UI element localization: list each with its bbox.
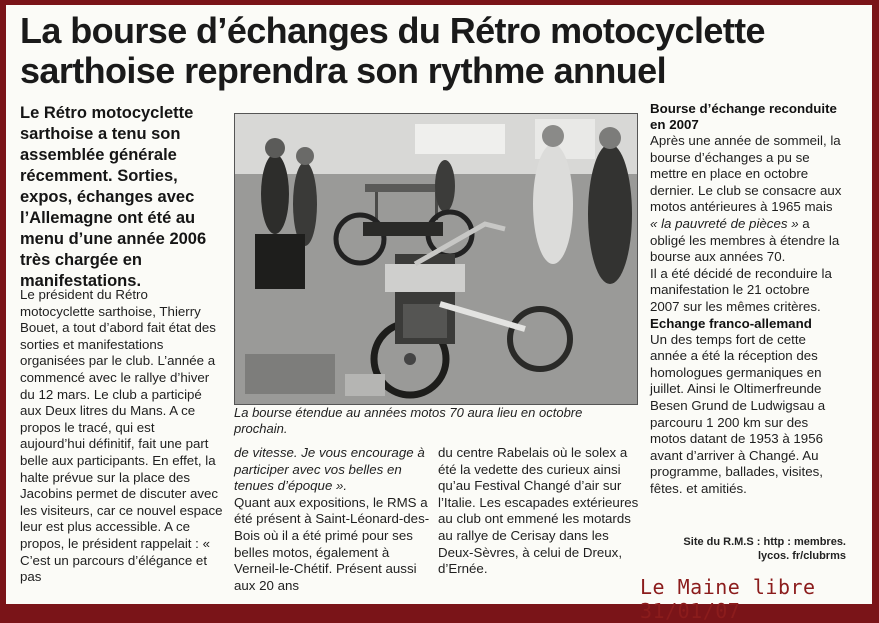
section-title-echange: Echange franco-allemand xyxy=(650,315,812,331)
motorcycle-exhibit-image xyxy=(235,114,637,404)
article-column-1: Le président du Rétro motocyclette sarthoise, Thierry Bouet, a tout d’abord fait état des sorties et manifestations organisées par le club. L’année a commencé avec le rallye d’hiver du 12 mars. Le club a participé aux Deux litres du Mans. A ce propos le tracé, qui est aujourd’hui définitif, fait une part belle aux participants. En effet, la halte prévue sur la place des Jacobins permet de discuter avec les visiteurs, car ce nouvel espace leur est plus accessible. A ce propos, le président rappelait : « C’est un parcours d’élégance et pas xyxy=(20,287,223,585)
section-bourse-text xyxy=(650,133,842,266)
section-echange-text: Un des temps fort de cette année a été la réception des homologues germaniques en juillet. Ainsi le Oltimerfreunde Besen Grund de Ludwigsau a parcouru 1 200 km sur des motos datant de 1953 à 1956 avant d’arriver à Changé. Au programme, ballades, visites, fêtes. et amitiés. xyxy=(650,331,826,496)
article-column-4 xyxy=(650,101,842,497)
newspaper-date-stamp: Le Maine libre 31/01/07 xyxy=(640,575,816,623)
article-photo xyxy=(234,113,638,405)
section-bourse-text-a: Après une année de sommeil, la bourse d’échanges a pu se mettre en place en octobre dernier. Le club se consacre aux motos antérieures à 1965 mais xyxy=(650,133,842,215)
article-column-2 xyxy=(234,445,437,594)
section-title-bourse: Bourse d’échange reconduite en 2007 xyxy=(650,101,837,132)
article-headline: La bourse d’échanges du Rétro motocyclette sarthoise reprendra son rythme annuel xyxy=(20,10,765,91)
president-quote: de vitesse. Je vous encourage à participer avec vos belles en tenues d’époque ». xyxy=(234,445,425,494)
section-bourse-text-c: Il a été décidé de reconduire la manifestation le 21 octobre 2007 sur les mêmes critères. xyxy=(650,265,832,314)
pieces-quote: « la pauvreté de pièces » xyxy=(650,215,799,231)
newspaper-clipping xyxy=(6,5,872,604)
article-lead: Le Rétro motocyclette sarthoise a tenu son assemblée générale récemment. Sorties, expos, échanges avec l’Allemagne ont été au menu d’une année 2006 très chargée en manifestations. xyxy=(20,104,207,290)
section-bourse-text-b: a obligé les membres à étendre la bourse aux années 70. xyxy=(650,215,840,265)
article-column-3: du centre Rabelais où le solex a été la vedette des curieux ainsi qu’au Festival Changé d’air sur l’Italie. Les escapades extérieures au club ont emmené les motards au rallye de Cerisay dans les Deux-Sèvres, à celui de Dreux, d’Ernée. xyxy=(438,445,639,577)
photo-caption: La bourse étendue au années motos 70 aura lieu en octobre prochain. xyxy=(234,405,583,436)
source-credit: Site du R.M.S : http : membres. lycos. fr/clubrms xyxy=(683,536,846,562)
column-2-text: Quant aux expositions, le RMS a été présent à Saint-Léonard-des-Bois où il a été primé pour ses belles motos, également à Verneil-le-Chétif. Présent aussi aux 20 ans xyxy=(234,494,430,593)
